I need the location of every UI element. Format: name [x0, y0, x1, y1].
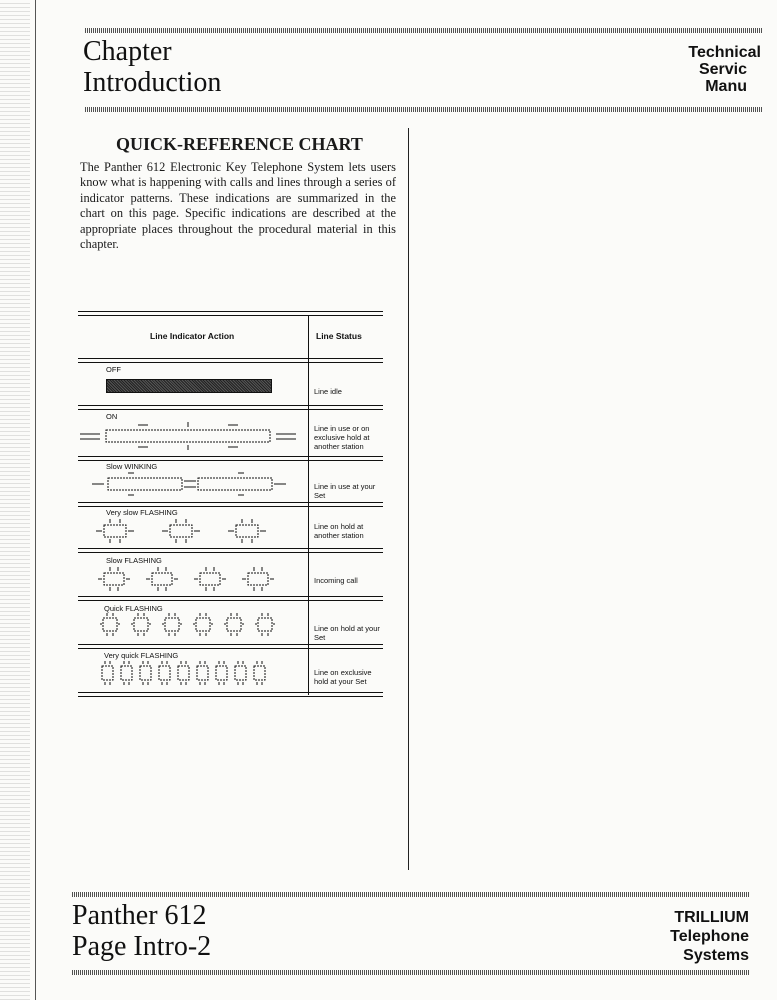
- row-status-very-slow-flashing: Line on hold at another station: [314, 522, 364, 540]
- indicator-slow-winking-graphic: [78, 470, 308, 498]
- row-action-slow-winking: Slow WINKING: [106, 462, 158, 471]
- row-status-on: Line in use or on exclusive hold at another station: [314, 424, 370, 451]
- manual-label: [641, 44, 761, 95]
- col-header-action: Line Indicator Action: [150, 331, 235, 341]
- header-top-rule: [85, 28, 763, 33]
- header-bottom-rule: [85, 107, 763, 112]
- manual-label-line3: Manu: [705, 78, 747, 95]
- col-header-status: Line Status: [316, 331, 362, 341]
- chart-header-rule: [78, 358, 383, 363]
- indicator-very-quick-flashing-graphic: [100, 660, 280, 688]
- row-action-quick-flashing: Quick FLASHING: [104, 604, 163, 613]
- indicator-quick-flashing-graphic: [100, 612, 280, 638]
- indicator-on-graphic: [78, 418, 308, 454]
- manual-label-line1: Technical: [688, 44, 761, 61]
- row-rule-4: [78, 548, 383, 553]
- intro-paragraph: The Panther 612 Electronic Key Telephone System lets users know what is happening with calls and lines through a series of indicator patterns. These indications are summarized in the chart on this page. Specific indications are described at the appropriate places throughout the procedural material in this chapter.: [80, 160, 396, 252]
- footer-page-number: Page Intro-2: [72, 931, 212, 962]
- indicator-very-slow-flashing-graphic: [96, 518, 276, 544]
- row-rule-5: [78, 596, 383, 601]
- footer-bottom-rule: [72, 970, 750, 975]
- footer-product-page: [72, 900, 211, 962]
- scan-edge-shadow: [0, 0, 30, 1000]
- row-action-very-quick-flashing: Very quick FLASHING: [104, 651, 179, 660]
- row-status-quick-flashing: Line on hold at your Set: [314, 624, 380, 642]
- company-label-line3: Systems: [683, 947, 749, 964]
- chart-bottom-rule: [78, 692, 383, 697]
- section-title: QUICK-REFERENCE CHART: [116, 134, 363, 154]
- chapter-title-line2: Introduction: [83, 67, 222, 98]
- column-divider: [408, 128, 409, 870]
- row-rule-2: [78, 456, 383, 461]
- row-status-very-quick-flashing: Line on exclusive hold at your Set: [314, 668, 372, 686]
- row-action-slow-flashing: Slow FLASHING: [106, 556, 162, 565]
- row-status-slow-flashing: Incoming call: [314, 576, 358, 585]
- row-status-off: Line idle: [314, 387, 342, 396]
- company-label-line2: Telephone: [670, 928, 749, 945]
- company-label-line1: TRILLIUM: [674, 909, 749, 926]
- row-action-off: OFF: [106, 365, 121, 374]
- company-label: [609, 908, 749, 965]
- indicator-off-bar: [106, 379, 272, 393]
- row-rule-3: [78, 502, 383, 507]
- chapter-title-line1: Chapter: [83, 36, 172, 67]
- row-action-very-slow-flashing: Very slow FLASHING: [106, 508, 178, 517]
- row-rule-6: [78, 644, 383, 649]
- indicator-slow-flashing-graphic: [98, 566, 278, 592]
- chapter-title: [83, 36, 221, 98]
- row-rule-1: [78, 405, 383, 410]
- footer-top-rule: [72, 892, 750, 897]
- page-edge-line: [35, 0, 36, 1000]
- manual-label-line2: Servic: [698, 61, 747, 78]
- chart-top-rule: [78, 311, 383, 316]
- row-status-slow-winking: Line in use at your Set: [314, 482, 376, 500]
- row-action-on: ON: [106, 412, 118, 421]
- footer-product-name: Panther 612: [72, 900, 207, 931]
